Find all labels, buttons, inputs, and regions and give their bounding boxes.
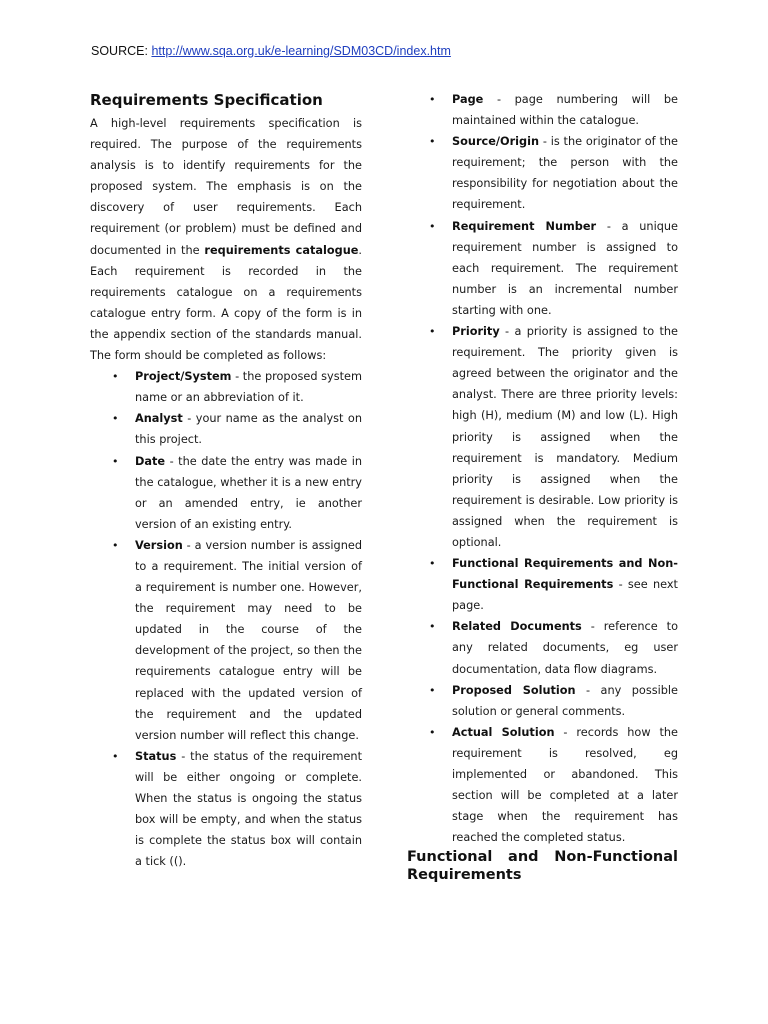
item-term: Date [135, 454, 166, 468]
intro-text-1: A high-level requirements specification is required. The purpose of the requirements analysis is to identify requirements for the proposed system. The emphasis is on the discovery of user requirements. Each requirement (or problem) must be defined and documented in the [90, 117, 362, 257]
item-term: Priority [452, 325, 500, 339]
item-term: Related Documents [452, 620, 582, 634]
left-column [90, 89, 362, 872]
item-term: Version [135, 538, 183, 552]
bullet-icon: • [429, 325, 436, 339]
item-term: Actual Solution [452, 725, 555, 739]
item-text: - the date the entry was made in the catalogue, whether it is a new entry or an amended entry, ie another version of an existing entry. [135, 454, 362, 531]
item-text: - reference to any related documents, eg user documentation, data flow diagrams. [452, 620, 678, 676]
intro-paragraph [90, 113, 362, 366]
source-link[interactable]: http://www.sqa.org.uk/e-learning/SDM03CD/index.htm [151, 44, 451, 58]
item-text: - a version number is assigned to a requirement. The initial version of a requirement is number one. However, the requirement may need to be updated in the course of the development of the project, so then the requirements catalogue entry will be replaced with the updated version of the requirement and the updated version number will reflect this change. [135, 538, 362, 742]
list-item [90, 408, 362, 450]
item-text: - page numbering will be maintained within the catalogue. [452, 93, 678, 128]
bullet-icon: • [112, 538, 119, 552]
list-item [407, 680, 678, 722]
left-bullet-list [90, 366, 362, 872]
item-term: Requirement Number [452, 219, 597, 233]
list-item [90, 535, 362, 746]
item-text: - records how the requirement is resolved, eg implemented or abandoned. This section will be completed at a later stage when the requirement has reached the completed status. [452, 725, 679, 845]
list-item [407, 616, 678, 679]
bullet-icon: • [429, 620, 436, 634]
list-item [407, 321, 678, 553]
bullet-icon: • [112, 749, 119, 763]
item-text: - a unique requirement number is assigned to each requirement. The requirement number is an incremental number starting with one. [452, 219, 678, 317]
list-item [90, 451, 362, 535]
item-term: Status [135, 749, 177, 763]
section-heading: Requirements Specification [90, 91, 323, 109]
item-term: Proposed Solution [452, 683, 576, 697]
bullet-icon: • [429, 557, 436, 571]
intro-bold-term: requirements catalogue [204, 243, 359, 257]
item-text: - the proposed system name or an abbreviation of it. [135, 370, 362, 405]
source-line [91, 44, 451, 58]
item-term: Source/Origin [452, 135, 540, 149]
list-item [407, 722, 678, 849]
bullet-icon: • [429, 725, 436, 739]
bullet-icon: • [429, 683, 436, 697]
bullet-icon: • [429, 93, 436, 106]
item-text: - is the originator of the requirement; the person with the responsibility for negotiation about the requirement. [452, 135, 678, 212]
item-term: Page [452, 93, 484, 106]
list-item [90, 366, 362, 408]
item-text: - any possible solution or general comments. [452, 683, 678, 718]
source-label: SOURCE: [91, 44, 152, 58]
list-item [407, 553, 678, 616]
right-column [407, 89, 678, 884]
item-term: Functional Requirements and Non-Functional Requirements [452, 557, 678, 592]
list-item [90, 746, 362, 873]
item-text: - see next page. [452, 578, 678, 613]
item-term: Analyst [135, 412, 183, 426]
item-text: - a priority is assigned to the requirement. The priority given is agreed between the originator and the analyst. There are three priority levels: high (H), medium (M) and low (L). High priority is assigned when the requirement is mandatory. Medium priority is assigned when the requirement is desirable. Low priority is assigned when the requirement is optional. [452, 325, 678, 549]
bullet-icon: • [429, 135, 436, 149]
intro-text-2: . Each requirement is recorded in the requirements catalogue on a requirements catalogue entry form. A copy of the form is in the appendix section of the standards manual. The form should be completed as follows: [90, 243, 362, 363]
item-text: - the status of the requirement will be either ongoing or complete. When the status is ongoing the status box will be empty, and when the status is complete the status box will contain a tick ((). [135, 749, 362, 869]
bullet-icon: • [112, 454, 119, 468]
bullet-icon: • [429, 219, 436, 233]
bullet-icon: • [112, 370, 119, 384]
subsection-heading: Functional and Non-Functional Requirements [407, 849, 678, 884]
list-item [407, 89, 678, 131]
bullet-icon: • [112, 412, 119, 426]
list-item [407, 216, 678, 321]
right-bullet-list [407, 89, 678, 848]
item-term: Project/System [135, 370, 232, 384]
item-text: - your name as the analyst on this project. [135, 412, 362, 447]
list-item [407, 131, 678, 215]
